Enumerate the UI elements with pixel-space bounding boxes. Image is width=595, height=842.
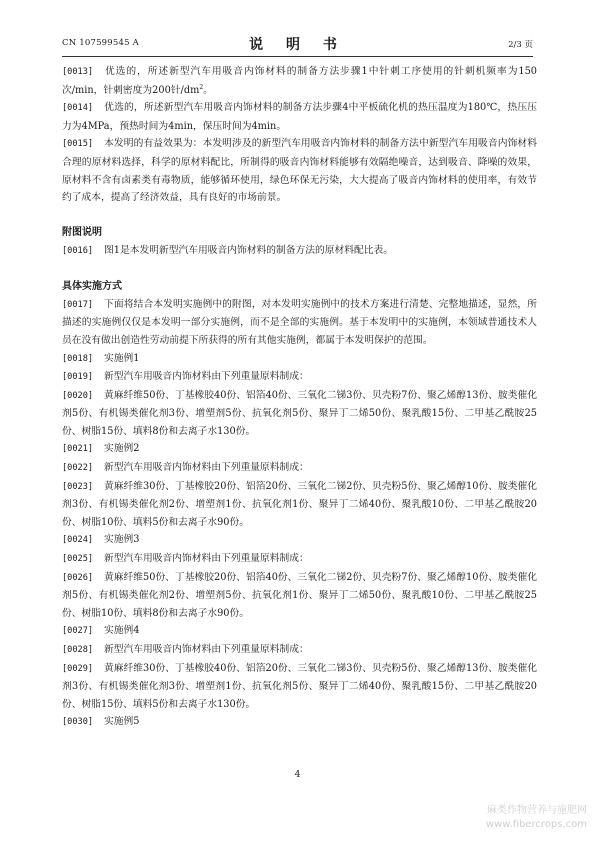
paragraph-text: 实施例4 <box>104 625 140 637</box>
paragraph-0018 <box>62 350 537 369</box>
paragraph-0016 <box>62 242 537 261</box>
paragraph-number: [0027] <box>62 626 94 637</box>
paragraph-number: [0016] <box>62 245 94 256</box>
paragraph-text: 黄麻纤维30份、丁基橡胶20份、铝箔20份、三氧化二锑2份、贝壳粉5份、聚乙烯醇10份、胺类催化剂3份、有机锡类催化剂2份、增塑剂1份、抗氧化剂1份、聚异丁二烯40份、聚乳酸10份、二甲基乙酰胺20份、树脂10份、填料5份和去离子水90份。 <box>62 480 537 528</box>
paragraph-number: [0029] <box>62 663 94 674</box>
paragraph-0025 <box>62 550 537 569</box>
watermark-line1: 麻类作物营养与施肥网 <box>487 805 587 816</box>
superscript: 2 <box>199 83 204 91</box>
paragraph-text: 优选的，所述新型汽车用吸音内饰材料的制备方法步骤4中平板硫化机的热压温度为180℃，热压压力为4MPa，预热时间为4min，保压时间为4min。 <box>62 102 537 132</box>
paragraph-text: 黄麻纤维50份、丁基橡胶20份、铝箔40份、三氧化二锑2份、贝壳粉7份、聚乙烯醇10份、胺类催化剂5份、有机锡类催化剂2份、增塑剂5份、抗氧化剂1份、聚异丁二烯50份、聚乳酸10份、二甲基乙酰胺25份、树脂10份、填料8份和去离子水90份。 <box>62 571 537 619</box>
paragraph-tail: 。 <box>203 84 213 96</box>
document-number: CN 107599545 A <box>62 38 139 48</box>
watermark-line2: www.fibercrops.com <box>485 819 587 830</box>
paragraph-number: [0030] <box>62 717 94 728</box>
section-heading-drawings: 附图说明 <box>62 227 102 239</box>
document-title: 说 明 书 <box>249 37 346 53</box>
paragraph-number: [0022] <box>62 463 94 474</box>
paragraph-text: 本发明的有益效果为：本发明涉及的新型汽车用吸音内饰材料的制备方法中新型汽车用吸音内饰材料合理的原材料选择，科学的原材料配比，所制得的吸音内饰材料能够有效隔绝噪音，达到吸音、降噪的效果，原材料不含有卤素类有毒物质，能够循环使用，绿色环保无污染，大大提高了吸音内饰材料的使用率，有效节约了成本，提高了经济效益，具有良好的市场前景。 <box>62 138 537 204</box>
paragraph-text: 新型汽车用吸音内饰材料由下列重量原料制成： <box>104 462 309 474</box>
paragraph-0015 <box>62 135 537 206</box>
paragraph-number: [0014] <box>62 103 94 114</box>
paragraph-text: 实施例3 <box>104 534 140 546</box>
paragraph-0013 <box>62 63 537 99</box>
paragraph-text: 黄麻纤维30份、丁基橡胶40份、铝箔20份、三氧化二锑3份、贝壳粉5份、聚乙烯醇13份、胺类催化剂3份、有机锡类催化剂3份、增塑剂1份、抗氧化剂5份、聚异丁二烯40份、聚乳酸15份、二甲基乙酰胺20份、树脂15份、填料5份和去离子水130份。 <box>62 662 537 710</box>
paragraph-0019 <box>62 368 537 387</box>
paragraph-number: [0015] <box>62 139 94 150</box>
paragraph-number: [0024] <box>62 535 94 546</box>
paragraph-0028 <box>62 641 537 660</box>
paragraph-0029 <box>62 660 537 714</box>
paragraph-text: 图1是本发明新型汽车用吸音内饰材料的制备方法的原材料配比表。 <box>104 244 393 256</box>
paragraph-0014 <box>62 99 537 135</box>
paragraph-text: 实施例5 <box>104 716 140 728</box>
paragraph-text: 新型汽车用吸音内饰材料由下列重量原料制成： <box>104 371 309 383</box>
paragraph-0021 <box>62 440 537 459</box>
paragraph-number: [0020] <box>62 390 94 401</box>
paragraph-number: [0025] <box>62 554 94 565</box>
paragraph-number: [0021] <box>62 444 94 455</box>
page-header <box>62 34 533 54</box>
section-heading-embodiments: 具体实施方式 <box>62 281 122 293</box>
paragraph-text: 黄麻纤维50份、丁基橡胶40份、铝箔40份、三氧化二锑3份、贝壳粉7份、聚乙烯醇13份、胺类催化剂5份、有机锡类催化剂3份、增塑剂5份、抗氧化剂5份、聚异丁二烯50份、聚乳酸15份、二甲基乙酰胺25份、树脂15份、填料8份和去离子水130份。 <box>62 389 537 437</box>
paragraph-0020 <box>62 387 537 441</box>
header-divider <box>62 56 533 57</box>
page-number: 4 <box>294 770 301 780</box>
page-indicator: 2/3 页 <box>508 40 533 50</box>
watermark <box>486 804 587 832</box>
paragraph-text: 实施例1 <box>104 352 140 364</box>
paragraph-text: 新型汽车用吸音内饰材料由下列重量原料制成： <box>104 644 309 655</box>
paragraph-number: [0023] <box>62 481 94 492</box>
document-body <box>62 63 537 732</box>
paragraph-number: [0013] <box>62 67 94 77</box>
paragraph-text: 实施例2 <box>104 443 140 455</box>
paragraph-number: [0028] <box>62 645 94 655</box>
paragraph-0026 <box>62 569 537 623</box>
paragraph-text: 优选的，所述新型汽车用吸音内饰材料的制备方法步骤1中针刺工序使用的针刺机频率为150次/min，针刺密度为200针/dm <box>62 66 537 96</box>
paragraph-number: [0018] <box>62 353 94 364</box>
paragraph-0017 <box>62 296 537 350</box>
paragraph-0027 <box>62 622 537 641</box>
paragraph-0024 <box>62 531 537 550</box>
paragraph-number: [0019] <box>62 372 94 383</box>
paragraph-number: [0026] <box>62 572 94 583</box>
paragraph-text: 下面将结合本发明实施例中的附图，对本发明实施例中的技术方案进行清楚、完整地描述，显然，所描述的实施例仅仅是本发明一部分实施例，而不是全部的实施例。基于本发明中的实施例，本领域普通技术人员在没有做出创造性劳动前提下所获得的所有其他实施例，都属于本发明保护的范围。 <box>62 298 537 346</box>
paragraph-0022 <box>62 459 537 478</box>
paragraph-number: [0017] <box>62 299 94 310</box>
paragraph-0023 <box>62 478 537 532</box>
paragraph-text: 新型汽车用吸音内饰材料由下列重量原料制成： <box>104 553 309 565</box>
paragraph-0030 <box>62 713 537 732</box>
